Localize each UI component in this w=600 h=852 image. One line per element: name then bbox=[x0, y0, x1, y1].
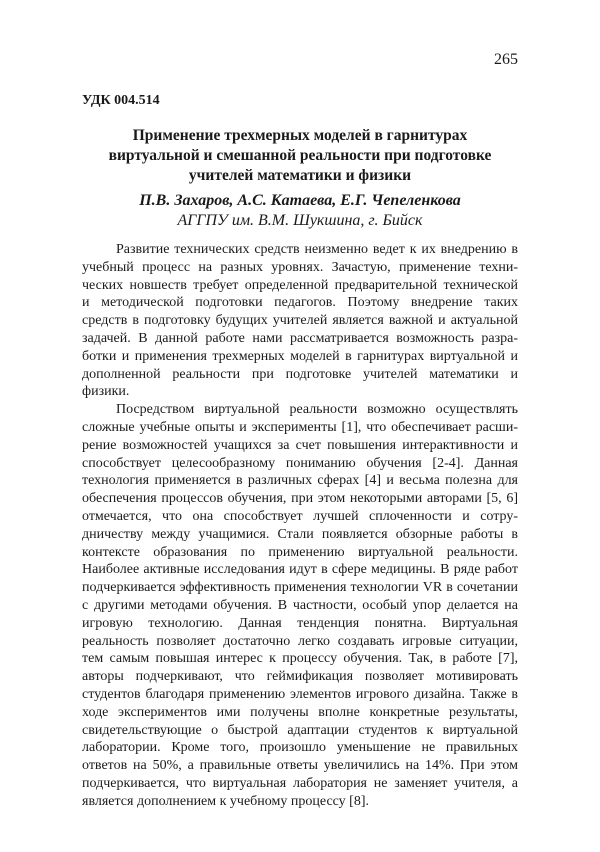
title-line: Применение трехмерных моделей в гарнитурах bbox=[132, 127, 468, 144]
paragraph-2 bbox=[82, 401, 518, 810]
text-line: лаборатории. Кроме того, произошло уменьшение не правильных bbox=[82, 740, 518, 756]
text-line: ческих новшеств требует определенной предварительной технической bbox=[82, 277, 518, 293]
text-line: Наиболее активные исследования идут в сфере медицины. В ряде работ bbox=[82, 562, 518, 578]
text-line: контексте образования по применению виртуальной реальности. bbox=[82, 544, 518, 560]
authors: П.В. Захаров, А.С. Катаева, Е.Г. Чепеленкова bbox=[139, 192, 461, 209]
text-line: учебный процесс на разных уровнях. Зачастую, применение техни- bbox=[82, 259, 518, 275]
text-line: сложные учебные опыты и эксперименты [1], что обеспечивает расши- bbox=[82, 419, 518, 435]
text-line: дополненной реальности при подготовке учителей математики и bbox=[82, 366, 518, 382]
text-line: ответов на 50%, а правильные ответы увеличились на 14%. При этом bbox=[82, 758, 518, 774]
affiliation: АГГПУ им. В.М. Шукшина, г. Бийск bbox=[177, 212, 423, 229]
text-line: студентов благодаря применению элементов игрового дизайна. Также в bbox=[82, 686, 518, 702]
text-line: дничеству между учащимися. Стали появляется обзорные работы в bbox=[82, 526, 518, 542]
page-number: 265 bbox=[494, 51, 518, 68]
text-line: физики. bbox=[82, 384, 130, 400]
text-line: свидетельствующие о быстрой адаптации студентов к виртуальной bbox=[82, 722, 518, 738]
text-line: подчеркивается эффективность применения технологии VR в сочетании bbox=[82, 580, 518, 596]
text-line: задачей. В данной работе нами рассматривается возможность разра- bbox=[82, 330, 518, 346]
title-line: учителей математики и физики bbox=[188, 167, 412, 184]
text-line: способствует целесообразному пониманию обучения [2-4]. Данная bbox=[82, 455, 518, 471]
text-line: ботки и применения трехмерных моделей в гарнитурах виртуальной и bbox=[82, 348, 518, 364]
text-line: подчеркивается, что виртуальная лаборатория не заменяет учителя, а bbox=[82, 775, 518, 791]
body-text bbox=[82, 241, 518, 811]
text-line: Посредством виртуальной реальности возможно осуществлять bbox=[116, 402, 518, 418]
article-title bbox=[70, 126, 530, 186]
text-line: игровую технологию. Данная тенденция понятна. Виртуальная bbox=[82, 615, 518, 631]
text-line: отмечается, что она способствует лучшей сплоченности и сотру- bbox=[82, 508, 518, 524]
text-line: рение возможностей учащихся за счет повышения интерактивности и bbox=[82, 437, 518, 453]
text-line: технология применяется в различных сферах [4] и весьма полезна для bbox=[82, 473, 518, 489]
udk-code: УДК 004.514 bbox=[82, 93, 160, 108]
text-line: тем самым повышая интерес к процессу обучения. Так, в работе [7], bbox=[82, 651, 518, 667]
text-line: и методической подготовки педагогов. Поэтому внедрение таких bbox=[82, 295, 518, 311]
text-line: средств в подготовку будущих учителей является важной и актуальной bbox=[82, 313, 518, 329]
text-line: с другими методами обучения. В частности, особый упор делается на bbox=[82, 597, 518, 613]
text-line: является дополнением к учебному процессу [8]. bbox=[82, 793, 370, 809]
text-line: Развитие технических средств неизменно ведет к их внедрению в bbox=[116, 242, 518, 257]
paragraph-1 bbox=[82, 241, 518, 401]
text-line: реальность позволяет достаточно легко создавать игровые ситуации, bbox=[82, 633, 518, 649]
title-line: виртуальной и смешанной реальности при подготовке bbox=[108, 147, 492, 164]
text-line: ходе экспериментов ими получены вполне конкретные результаты, bbox=[82, 704, 518, 720]
text-line: обеспечения процессов обучения, при этом некоторыми авторами [5, 6] bbox=[82, 491, 518, 507]
text-line: авторы подчеркивают, что геймификация позволяет мотивировать bbox=[82, 669, 518, 685]
